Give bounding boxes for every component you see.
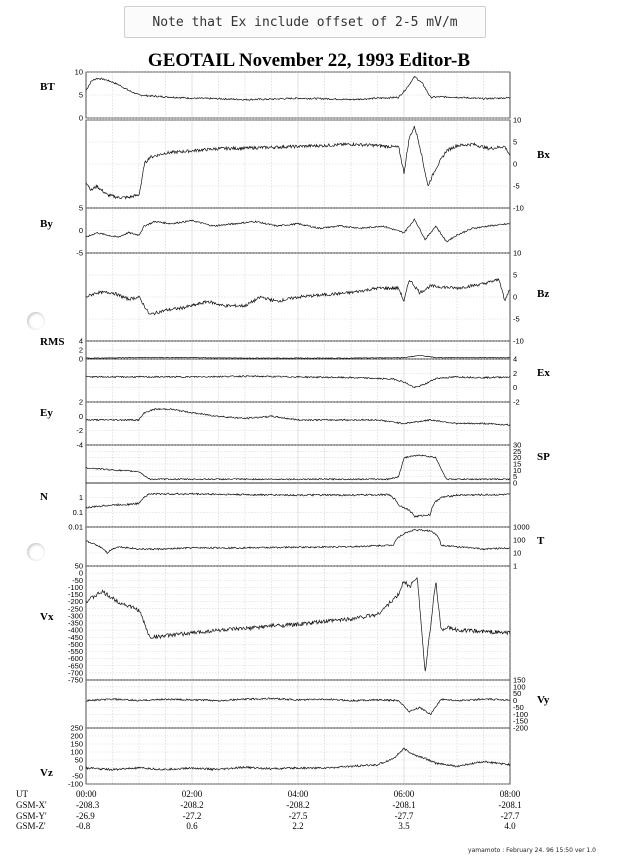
tick-label: -2 — [513, 397, 520, 407]
tick-label: 20 — [513, 453, 522, 463]
tick-label: -5 — [76, 248, 83, 258]
panel-label: Bx — [537, 149, 550, 161]
panel-bx — [86, 116, 550, 213]
position-value: 02:00 — [181, 789, 203, 799]
tick-label: 50 — [513, 689, 522, 699]
position-value: -0.8 — [76, 821, 91, 831]
position-value: 0.6 — [186, 821, 198, 831]
tick-label: -5 — [513, 314, 520, 324]
panel-label: By — [40, 218, 53, 230]
tick-label: -4 — [76, 440, 83, 450]
tick-label: 4 — [78, 336, 83, 346]
tick-label: 30 — [513, 440, 522, 450]
position-row-2 — [16, 811, 520, 821]
chart-title: GEOTAIL November 22, 1993 Editor-B — [147, 50, 471, 71]
tick-label: 25 — [513, 446, 522, 456]
tick-label: 0 — [78, 763, 83, 773]
tick-label: 0 — [78, 568, 83, 578]
tick-label: 1 — [78, 493, 83, 503]
tick-label: 10 — [513, 548, 522, 558]
panel-n — [40, 483, 510, 532]
tick-label: -500 — [67, 639, 83, 649]
tick-label: 50 — [74, 561, 83, 571]
position-value: -208.2 — [180, 800, 204, 810]
tick-label: 0 — [513, 292, 518, 302]
tick-label: 5 — [513, 472, 518, 482]
panel-label: Bz — [537, 288, 550, 300]
tick-label: 0 — [513, 383, 518, 393]
panel-label: N — [40, 491, 48, 503]
tick-label: 100 — [70, 747, 83, 757]
tick-label: 5 — [78, 203, 83, 213]
tick-label: 0.1 — [72, 507, 83, 517]
tick-label: 100 — [513, 535, 526, 545]
tick-label: -100 — [67, 582, 83, 592]
panel-vx — [40, 562, 510, 685]
position-value: 4.0 — [504, 821, 516, 831]
tick-label: 5 — [513, 137, 518, 147]
position-row-0 — [16, 789, 521, 799]
tick-label: 50 — [74, 755, 83, 765]
panel-ex — [86, 355, 550, 407]
tick-label: 0 — [513, 696, 518, 706]
tick-label: 150 — [70, 739, 83, 749]
position-value: 2.2 — [292, 821, 304, 831]
panel-label: T — [537, 535, 545, 547]
tick-label: -550 — [67, 647, 83, 656]
tick-label: -50 — [513, 702, 524, 712]
tick-label: -2 — [76, 426, 83, 436]
panel-label: SP — [537, 451, 550, 463]
panel-bt — [40, 68, 510, 123]
tick-label: 1 — [513, 561, 518, 571]
tick-label: 0 — [78, 354, 83, 364]
tick-label: -50 — [72, 575, 83, 585]
position-value: -27.7 — [394, 811, 414, 821]
tick-label: -250 — [67, 604, 83, 614]
tick-label: -450 — [67, 632, 83, 642]
tick-label: 10 — [74, 67, 83, 77]
tick-label: 0.01 — [68, 522, 83, 532]
panel-vz — [40, 724, 510, 789]
footer-credit: yamamoto : February 24. 96 15:50 ver 1.0 — [468, 847, 596, 854]
position-row-label: GSM-Z' — [16, 821, 46, 831]
tick-label: -200 — [67, 597, 83, 607]
panel-label: Ey — [40, 407, 53, 419]
position-value: -26.9 — [76, 811, 95, 821]
tick-label: 4 — [513, 354, 518, 364]
tick-label: 1000 — [513, 522, 530, 532]
tick-label: 150 — [513, 675, 526, 685]
tick-label: 0 — [78, 226, 83, 235]
tick-label: 0 — [78, 411, 83, 421]
panel-bz — [86, 249, 549, 346]
panel-by — [40, 204, 510, 258]
tick-label: 2 — [78, 397, 83, 407]
position-value: -27.5 — [288, 811, 308, 821]
tick-label: -600 — [67, 654, 83, 664]
position-value: -208.2 — [286, 800, 310, 810]
panel-ey — [40, 398, 510, 450]
tick-label: 0 — [513, 159, 518, 169]
tick-label: 0 — [513, 478, 518, 488]
position-value: -208.1 — [498, 800, 522, 810]
position-value: -208.3 — [76, 800, 100, 810]
panel-label: Vz — [40, 767, 53, 779]
position-value: -27.2 — [182, 811, 202, 821]
tick-label: 15 — [513, 459, 522, 469]
tick-label: 200 — [70, 731, 83, 741]
tick-label: -650 — [67, 661, 83, 671]
position-row-1 — [16, 800, 522, 810]
tick-label: 100 — [513, 682, 526, 692]
tick-label: 10 — [513, 465, 522, 475]
tick-label: -200 — [513, 723, 529, 733]
position-row-3 — [16, 821, 516, 831]
position-value: 08:00 — [499, 789, 521, 799]
tick-label: 5 — [513, 270, 518, 280]
position-value: 3.5 — [398, 821, 410, 831]
tick-label: 10 — [513, 115, 522, 125]
position-value: -208.1 — [392, 800, 416, 810]
panel-sp — [86, 441, 550, 488]
tick-label: -10 — [513, 203, 524, 213]
tick-label: -50 — [72, 771, 83, 781]
tick-label: 0 — [78, 113, 83, 123]
panel-t — [86, 523, 545, 571]
position-value: 00:00 — [76, 789, 97, 799]
tick-label: 10 — [513, 248, 522, 258]
tick-label: -150 — [67, 590, 83, 599]
position-value: 04:00 — [287, 789, 309, 799]
position-row-label: UT — [16, 789, 28, 799]
tick-label: -350 — [67, 618, 83, 628]
tick-label: -300 — [67, 611, 83, 621]
panel-label: BT — [40, 81, 55, 93]
tick-label: -150 — [513, 716, 529, 726]
tick-label: -400 — [67, 625, 83, 635]
panel-label: Vx — [40, 611, 54, 623]
panel-label: Vy — [537, 694, 550, 706]
tick-label: -750 — [67, 675, 83, 685]
tick-label: -100 — [513, 709, 529, 719]
tick-label: 5 — [78, 90, 83, 100]
position-value: 06:00 — [393, 789, 415, 799]
tick-label: 2 — [78, 345, 83, 355]
tick-label: -10 — [513, 336, 524, 346]
tick-label: 250 — [70, 723, 83, 733]
position-row-label: GSM-Y' — [16, 811, 47, 821]
tick-label: -700 — [67, 668, 83, 678]
panel-label: Ex — [537, 367, 550, 379]
position-row-label: GSM-X' — [16, 800, 47, 810]
offset-note-box: Note that Ex include offset of 2-5 mV/m — [124, 6, 486, 38]
tick-label: -100 — [67, 779, 83, 789]
tick-label: -5 — [513, 181, 520, 191]
panel-label: RMS — [40, 336, 65, 348]
position-value: -27.7 — [500, 811, 520, 821]
tick-label: 2 — [513, 368, 518, 378]
panel-vy — [86, 676, 550, 733]
